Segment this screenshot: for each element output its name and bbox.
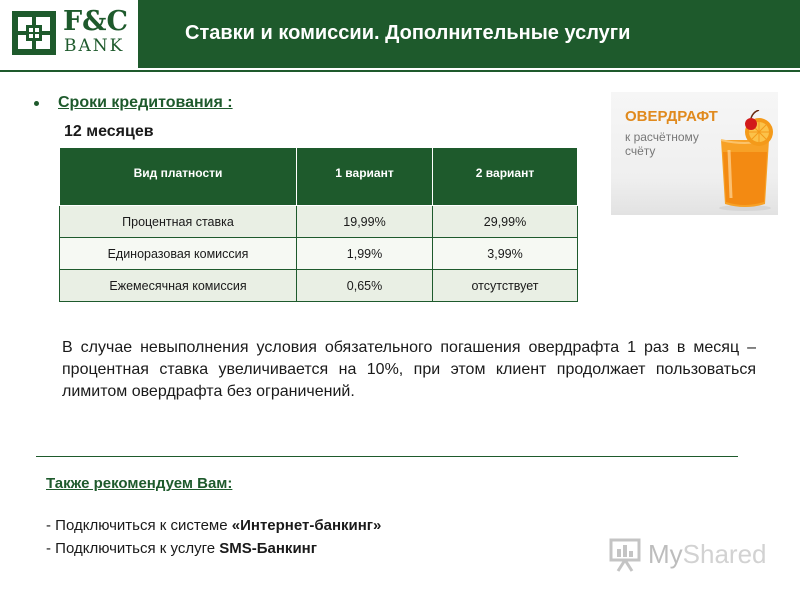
table-cell: 0,65% xyxy=(297,270,433,302)
recommend-item-internet-banking[interactable] xyxy=(46,514,381,537)
recommend-item-sms-banking[interactable] xyxy=(46,537,381,560)
section-divider xyxy=(36,456,738,457)
header-bar xyxy=(0,0,800,68)
recommend-item-service: SMS-Банкинг xyxy=(219,540,317,557)
table-cell: Единоразовая комиссия xyxy=(60,238,297,270)
watermark-shared: Shared xyxy=(682,539,767,569)
table-cell: отсутствует xyxy=(433,270,578,302)
recommend-item-service: «Интернет-банкинг» xyxy=(231,517,382,534)
table-header-fee-type: Вид платности xyxy=(60,148,297,206)
table-cell: 29,99% xyxy=(433,206,578,238)
table-header-row xyxy=(60,148,578,206)
overdraft-promo-banner[interactable] xyxy=(611,92,778,215)
overdraft-condition-note: В случае невыполнения условия обязательного погашения овердрафта 1 раз в месяц – процентная ставка увеличивается на 10%, при этом клиент продолжает пользоваться лимитом овердрафта без ограничений. xyxy=(62,339,756,400)
table-cell: 3,99% xyxy=(433,238,578,270)
recommend-list xyxy=(46,514,381,560)
table-cell: Ежемесячная комиссия xyxy=(60,270,297,302)
rates-table xyxy=(59,147,578,302)
table-header-variant-2: 2 вариант xyxy=(433,148,578,206)
bullet-icon xyxy=(34,101,39,106)
table-cell: Процентная ставка xyxy=(60,206,297,238)
recommend-item-prefix: - Подключиться к услуге xyxy=(46,540,220,557)
page-title: Ставки и комиссии. Дополнительные услуги xyxy=(185,22,631,44)
cocktail-glass-icon xyxy=(715,110,777,212)
bank-logo[interactable] xyxy=(0,0,138,68)
table-row xyxy=(60,238,578,270)
myshared-watermark xyxy=(608,535,768,575)
section-heading: Сроки кредитования : xyxy=(58,94,233,111)
presentation-board-icon xyxy=(608,537,644,573)
watermark-text xyxy=(648,539,767,570)
table-cell: 19,99% xyxy=(297,206,433,238)
recommend-heading: Также рекомендуем Вам: xyxy=(46,475,233,492)
promo-title: ОВЕРДРАФТ xyxy=(625,108,718,125)
recommend-item-prefix: - Подключиться к системе xyxy=(46,517,232,534)
table-row xyxy=(60,206,578,238)
logo-brand-text: F&C xyxy=(63,6,129,37)
credit-term-value: 12 месяцев xyxy=(64,123,154,140)
promo-subtitle: к расчётному счёту xyxy=(625,130,699,158)
table-header-variant-1: 1 вариант xyxy=(297,148,433,206)
header-underline xyxy=(0,70,800,72)
logo-emblem-icon xyxy=(12,11,56,55)
table-row xyxy=(60,270,578,302)
watermark-my: My xyxy=(648,539,683,569)
logo-bank-text: BANK xyxy=(64,36,125,56)
table-cell: 1,99% xyxy=(297,238,433,270)
